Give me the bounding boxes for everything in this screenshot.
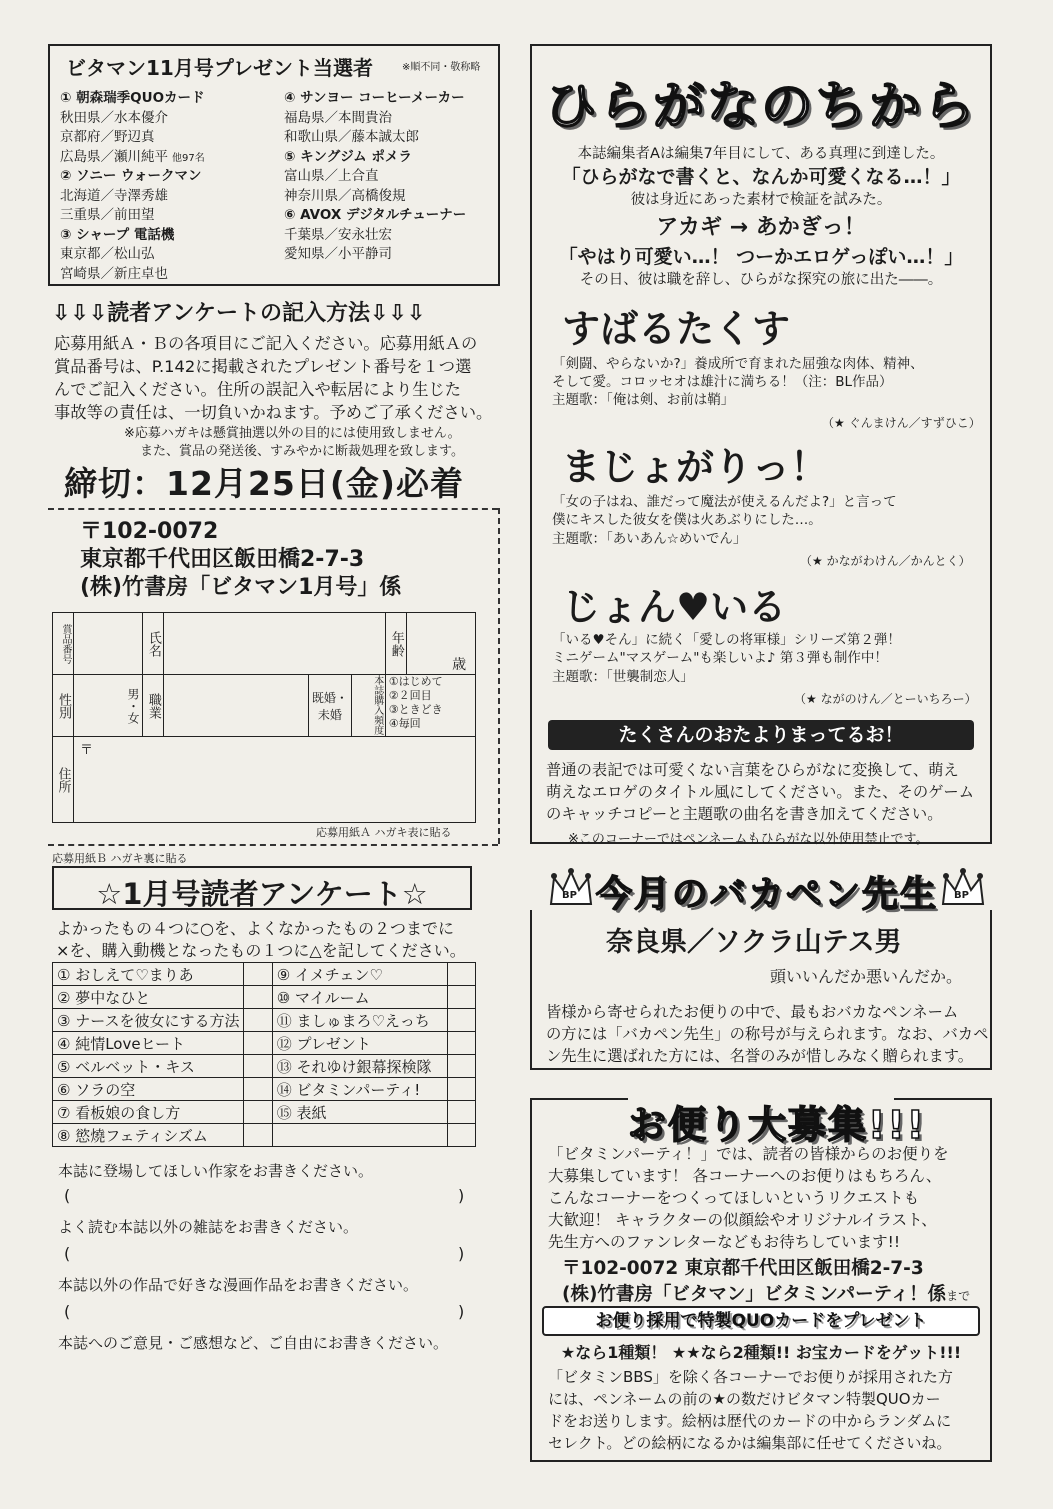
- freq-option: ④毎回: [388, 717, 421, 730]
- winners-left-list: [60, 86, 280, 281]
- letters-title: お便り大募集!!!: [628, 1094, 894, 1149]
- survey-title-box: [52, 866, 472, 910]
- instructions-line: 事故等の責任は、一切負いかねます。予めご了承ください。: [54, 403, 493, 422]
- winner-entry: 千葉県／安永壮宏: [284, 226, 392, 243]
- winner-entry: 和歌山県／藤本誠太郎: [284, 129, 419, 145]
- job-label: 職業: [142, 675, 163, 737]
- hiragana-title: ひらがなのちから: [544, 77, 977, 137]
- survey-item: ⑭ ビタミンパーティ!: [272, 1078, 447, 1101]
- name-label: 氏名: [142, 613, 163, 675]
- survey-mark-box[interactable]: [244, 963, 272, 986]
- bakapen-body: の方には「バカペン先生」の称号が与えられます。なお、バカペ: [546, 1025, 989, 1043]
- promo-banner: お便り採用で特製QUOカードをプレゼント: [542, 1306, 980, 1336]
- survey-item: ⑩ マイルーム: [272, 986, 447, 1009]
- hiragana-body: 普通の表記では可愛くない言葉をひらがなに変換して、萌え: [546, 761, 959, 779]
- survey-mark-box[interactable]: [447, 1009, 475, 1032]
- winners-title: ビタマン11月号プレゼント当選者: [66, 56, 374, 80]
- name-field[interactable]: [163, 613, 385, 675]
- survey-row: [53, 1009, 476, 1032]
- crown-icon: [940, 868, 986, 908]
- promo-body: ドをお送りします。絵柄は歴代のカードの中からランダムに: [548, 1412, 952, 1430]
- letters-body: 「ビタミンパーティ！」では、読者の皆様からのお便りを: [548, 1145, 949, 1163]
- survey-item: ⑫ プレゼント: [272, 1032, 447, 1055]
- winners-right-list: [284, 86, 498, 262]
- letters-body: 大募集しています！ 各コーナーへのお便りはもちろん、: [548, 1167, 942, 1185]
- paren-close: ): [458, 1302, 465, 1321]
- survey-question: よく読む本誌以外の雑誌をお書きください。: [58, 1218, 359, 1236]
- winner-entry: 東京都／松山弘: [60, 246, 155, 262]
- survey-intro: よかったもの４つに○を、よくなかったもの２つまでに: [56, 919, 454, 938]
- winner-prize-heading: ② ソニー ウォークマン: [60, 168, 202, 184]
- survey-mark-box[interactable]: [447, 1055, 475, 1078]
- hiragana-intro: 本誌編集者Aは編集7年目にして、ある真理に到達した。: [577, 146, 945, 162]
- hiragana-intro: 彼は身近にあった素材で検証を試みた。: [630, 192, 892, 208]
- survey-empty-cell: [272, 1124, 447, 1147]
- survey-item: ⑥ ソラの空: [53, 1078, 244, 1101]
- age-label: 年齢: [385, 613, 406, 675]
- gender-field[interactable]: 男・女: [73, 675, 142, 737]
- survey-item: ⑨ イメチェン♡: [272, 963, 447, 986]
- cut-line: [48, 844, 498, 846]
- winner-entry: 北海道／寺澤秀雄: [60, 187, 168, 204]
- winners-note: ※順不同・敬称略: [402, 62, 481, 73]
- survey-mark-box[interactable]: [244, 1124, 272, 1147]
- survey-mark-box[interactable]: [447, 1078, 475, 1101]
- addr-label: 住所: [53, 737, 74, 823]
- survey-mark-box[interactable]: [244, 1078, 272, 1101]
- bakapen-winner: 奈良県／ソクラ山テス男: [606, 927, 902, 958]
- bakapen-comment: 頭いいんだか悪いんだか。: [770, 967, 963, 986]
- survey-question: 本誌に登場してほしい作家をお書きください。: [58, 1162, 374, 1180]
- paren-close: ): [458, 1244, 465, 1263]
- promo-body: には、ペンネームの前の★の数だけビタマン特製QUOカー: [548, 1390, 941, 1408]
- survey-row: [53, 1078, 476, 1101]
- crown-badge: BP: [562, 890, 577, 901]
- card-footer: 応募用紙Ａ ハガキ表に貼る: [316, 826, 452, 839]
- instructions-line: 賞品番号は、P.142に掲載されたプレゼント番号を１つ選: [54, 357, 472, 376]
- deadline: 締切：12月25日(金)必着: [64, 464, 465, 503]
- survey-item: ⑦ 看板娘の食し方: [53, 1101, 244, 1124]
- instructions-line: んでご記入ください。住所の誤記入や転居により生じた: [54, 380, 462, 399]
- survey-table: [52, 962, 476, 1147]
- instructions-note: また、賞品の発送後、すみやかに断裁処理を致します。: [140, 444, 464, 459]
- prize-no-field[interactable]: [73, 613, 142, 675]
- hiragana-quote: 「やはり可愛い…！ つーかエロゲっぽい…！」: [558, 246, 964, 268]
- instructions-title: ⇩⇩⇩読者アンケートの記入方法⇩⇩⇩: [52, 301, 426, 326]
- entry-credit: （★ ぐんまけん／すずひこ）: [822, 416, 981, 430]
- survey-row: [53, 1124, 476, 1147]
- hiragana-intro: その日、彼は職を辞し、ひらがな探究の旅に出た――。: [579, 272, 943, 288]
- entry-title: じょん♥いる: [562, 585, 787, 629]
- freq-option: ③ときどき: [388, 703, 443, 716]
- instructions-note: ※応募ハガキは懸賞抽選以外の目的には使用致しません。: [124, 426, 461, 441]
- paren-open: (: [64, 1186, 71, 1205]
- entry-desc: 「いる♥そん」に続く「愛しの将軍様」シリーズ第２弾！: [552, 632, 901, 648]
- survey-question: 本誌へのご意見・ご感想など、ご自由にお書きください。: [58, 1334, 449, 1352]
- cut-line: [498, 508, 500, 844]
- crown-icon: [548, 868, 594, 908]
- addr-field[interactable]: 〒: [73, 737, 475, 823]
- survey-mark-box[interactable]: [447, 1032, 475, 1055]
- prize-no-label: 賞品番号: [53, 613, 74, 675]
- hiragana-example: アカギ → あかぎっ！: [656, 215, 866, 240]
- survey-item: ③ ナースを彼女にする方法: [53, 1009, 244, 1032]
- promo-body: 「ビタミンBBS」を除く各コーナーでお便りが採用された方: [548, 1368, 953, 1386]
- age-field[interactable]: 歳: [406, 613, 475, 675]
- letters-body: 先生方へのファンレターなどもお待ちしています!!: [548, 1233, 901, 1251]
- survey-row: [53, 963, 476, 986]
- winner-entry: 福島県／本間貴治: [284, 109, 392, 126]
- entry-desc: 僕にキスした彼女を僕は火あぶりにした…。: [552, 512, 822, 528]
- survey-item: ⑧ 慾燒フェティシズム: [53, 1124, 244, 1147]
- survey-mark-box[interactable]: [447, 1101, 475, 1124]
- entry-desc: ミニゲーム"マスゲーム"も楽しいよ♪ 第３弾も制作中！: [552, 650, 888, 666]
- survey-item: ⑪ ましゅまろ♡えっち: [272, 1009, 447, 1032]
- survey-mark-box[interactable]: [244, 1032, 272, 1055]
- hiragana-box: [530, 44, 992, 847]
- freq-options[interactable]: [385, 675, 475, 737]
- winner-entry: 神奈川県／高橋俊規: [284, 187, 406, 204]
- winner-prize-heading: ① 朝森瑞季QUOカード: [60, 90, 205, 106]
- survey-question: 本誌以外の作品で好きな漫画作品をお書きください。: [58, 1276, 419, 1294]
- winner-extra: 他97名: [172, 152, 205, 164]
- winner-prize-heading: ④ サンヨー コーヒーメーカー: [284, 90, 465, 106]
- hiragana-quote: 「ひらがなで書くと、なんか可愛くなる…！」: [561, 166, 961, 188]
- paren-open: (: [64, 1302, 71, 1321]
- survey-row: [53, 1101, 476, 1124]
- instructions-line: 応募用紙Ａ・Ｂの各項目にご記入ください。応募用紙Ａの: [54, 334, 478, 353]
- bakapen-body: ン先生に選ばれた方には、名誉のみが惜しみなく贈られます。: [546, 1047, 974, 1065]
- gender-label: 性別: [53, 675, 74, 737]
- card-address: 東京都千代田区飯田橋2-7-3: [80, 547, 365, 572]
- winner-entry: 秋田県／水本優介: [60, 109, 168, 126]
- winner-entry: 愛知県／小平静司: [284, 246, 392, 262]
- survey-item: ⑮ 表紙: [272, 1101, 447, 1124]
- entry-song: 主題歌：「あいあん☆めいでん」: [552, 531, 747, 547]
- winners-box: [48, 44, 500, 286]
- entry-title: すばるたくす: [562, 307, 791, 351]
- entry-credit: （★ かながわけん／かんとく）: [800, 554, 971, 568]
- letters-address: 〒102-0072 東京都千代田区飯田橋2-7-3: [562, 1258, 924, 1279]
- winner-entry: 富山県／上合直: [284, 168, 379, 184]
- entry-song: 主題歌：「世襲制恋人」: [552, 669, 694, 685]
- hiragana-body: 萌えなエロゲのタイトル風にしてください。また、そのゲーム: [546, 783, 975, 801]
- entry-desc: 「剣闘、やらないか?」養成所で育まれた屈強な肉体、精神、: [552, 356, 924, 372]
- letters-box: [530, 1098, 992, 1462]
- hiragana-banner: たくさんのおたよりまってるお！: [548, 720, 974, 750]
- freq-option: ①はじめて: [388, 675, 443, 688]
- survey-row: [53, 986, 476, 1009]
- instructions-body: [54, 330, 504, 422]
- survey-intro: ×を、購入動機となったもの１つに△を記してください。: [56, 941, 466, 960]
- winner-prize-heading: ③ シャープ 電話機: [60, 226, 175, 243]
- survey-item: ⑤ ベルベット・キス: [53, 1055, 244, 1078]
- paren-open: (: [64, 1244, 71, 1263]
- survey-mark-box[interactable]: [244, 1101, 272, 1124]
- survey-item: ② 夢中なひと: [53, 986, 244, 1009]
- hiragana-body: のキャッチコピーと主題歌の曲名を書き加えてください。: [546, 805, 943, 823]
- card-company: (株)竹書房「ビタマン1月号」係: [80, 575, 402, 600]
- entry-credit: （★ ながのけん／とーいちろー）: [794, 692, 977, 706]
- letters-body: 大歓迎！ キャラクターの似顔絵やオリジナルイラスト、: [548, 1211, 937, 1229]
- survey-mark-box[interactable]: [244, 986, 272, 1009]
- freq-option: ②２回目: [388, 689, 432, 702]
- hiragana-note: ※このコーナーではペンネームもひらがな以外使用禁止です。: [568, 832, 929, 847]
- survey-mark-box[interactable]: [447, 986, 475, 1009]
- survey-empty-cell: [447, 1124, 475, 1147]
- entry-song: 主題歌：「俺は剣、お前は鞘」: [552, 392, 735, 408]
- entry-desc: そして愛。コロッセオは雄汁に満ちる！（注：BL作品）: [552, 374, 893, 390]
- survey-row: [53, 1055, 476, 1078]
- survey-mark-box[interactable]: [244, 1009, 272, 1032]
- bakapen-body: 皆様から寄せられたお便りの中で、最もおバカなペンネーム: [546, 1003, 959, 1021]
- survey-label: 応募用紙Ｂ ハガキ裏に貼る: [52, 852, 188, 865]
- winner-entry: 宮崎県／新庄卓也: [60, 265, 168, 282]
- paren-close: ): [458, 1186, 465, 1205]
- letters-address: (株)竹書房「ビタマン」ビタミンパーティ！係まで: [562, 1284, 971, 1305]
- survey-item: ④ 純情Loveヒート: [53, 1032, 244, 1055]
- job-field[interactable]: [163, 675, 308, 737]
- bakapen-box: [530, 910, 992, 1070]
- bakapen-title: 今月のバカペン先生: [596, 874, 939, 915]
- survey-title: ☆1月号読者アンケート☆: [96, 877, 428, 911]
- winner-entry: 三重県／前田望: [60, 207, 155, 223]
- survey-row: [53, 1032, 476, 1055]
- married-field[interactable]: 既婚・未婚: [309, 675, 351, 737]
- cut-line: [48, 508, 498, 510]
- winner-entry: 広島県／瀬川純平 他97名: [60, 148, 205, 165]
- survey-item: ⑬ それゆけ銀幕探検隊: [272, 1055, 447, 1078]
- survey-mark-box[interactable]: [447, 963, 475, 986]
- letters-body: こんなコーナーをつくってほしいというリクエストも: [548, 1189, 920, 1207]
- card-postal: 〒102-0072: [80, 519, 219, 544]
- entry-desc: 「女の子はね、誰だって魔法が使えるんだよ?」と言って: [552, 494, 897, 510]
- winner-prize-heading: ⑤ キングジム ポメラ: [284, 148, 412, 165]
- freq-label: 本誌購入頻度: [351, 675, 385, 737]
- promo-sub: ★なら1種類！ ★★なら2種類!! お宝カードをゲット!!!: [560, 1343, 962, 1362]
- promo-body: セレクト。どの絵柄になるかは編集部に任せてくださいね。: [548, 1434, 952, 1452]
- entry-title: まじょがりっ！: [562, 445, 829, 489]
- crown-badge: BP: [954, 890, 969, 901]
- survey-mark-box[interactable]: [244, 1055, 272, 1078]
- winner-prize-heading: ⑥ AVOX デジタルチューナー: [284, 207, 467, 223]
- survey-item: ① おしえて♡まりあ: [53, 963, 244, 986]
- winner-entry: 京都府／野辺真: [60, 129, 155, 145]
- application-form-a: [52, 612, 476, 823]
